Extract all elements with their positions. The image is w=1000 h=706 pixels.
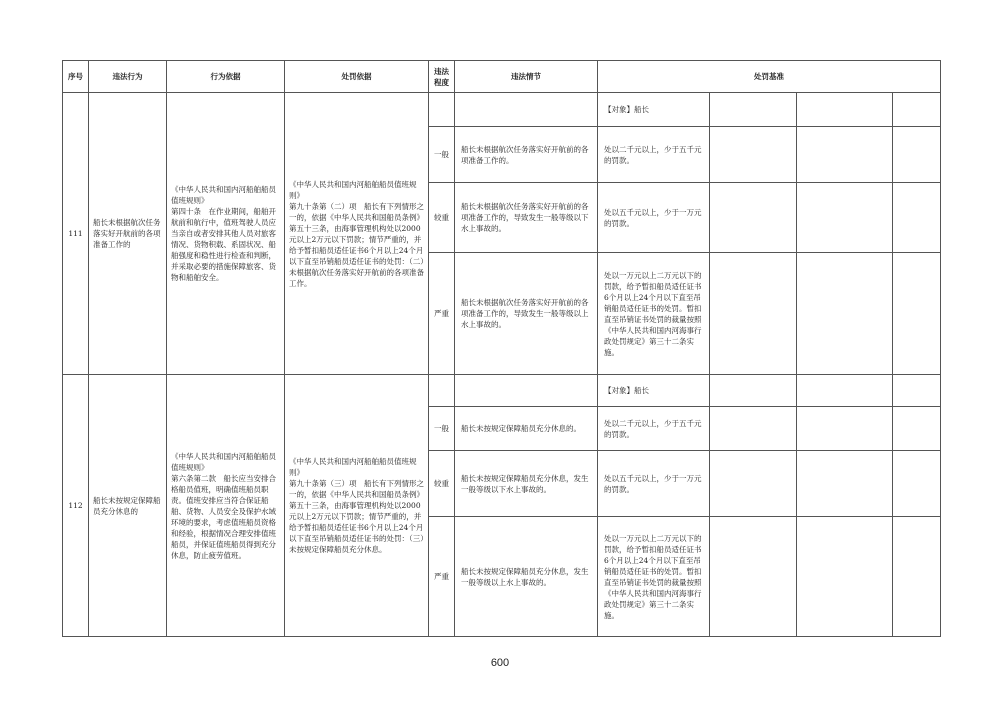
target-label: 【对象】船长: [598, 375, 710, 407]
row-number: 111: [63, 93, 89, 375]
degree-label: 一般: [429, 407, 455, 451]
circumstance-text: 船长未按规定保障船员充分休息的。: [455, 407, 598, 451]
standard-text: 处以一万元以上二万元以下的罚款，给予暂扣船员适任证书6个月以上24个月以下直至吊销船员适任证书的处罚。暂扣直至吊销证书处罚的裁量按照《中华人民共和国内河海事行政处罚规定》第三十二条实施。: [598, 517, 710, 637]
circumstance-text: 船长未按规定保障船员充分休息，发生一般等级以上水上事故的。: [455, 517, 598, 637]
header-act: 违法行为: [89, 61, 167, 93]
degree-label: 一般: [429, 127, 455, 183]
table-row: [63, 375, 941, 407]
standard-text: 处以五千元以上，少于一万元的罚款。: [598, 183, 710, 253]
degree-label: 较重: [429, 451, 455, 517]
violation-act: 船长未根据航次任务落实好开航前的各项准备工作的: [89, 93, 167, 375]
penalty-basis: 《中华人民共和国内河船舶船员值班规则》 第九十条第（三）项 船长有下列情形之一的，依据《中华人民共和国船员条例》第五十三条，由海事管理机构处以2000元以上2万元以下罚款；情节严重的，并给予暂扣船员适任证书6个月以上24个月以下直至吊销船员适任证书的处罚：（三）未按规定保障船员充分休息。: [285, 375, 429, 637]
header-circumstance: 违法情节: [455, 61, 598, 93]
header-standard: 处罚基准: [598, 61, 941, 93]
header-penalty-basis: 处罚依据: [285, 61, 429, 93]
standard-text: 处以五千元以上，少于一万元的罚款。: [598, 451, 710, 517]
standard-text: 处以二千元以上，少于五千元的罚款。: [598, 127, 710, 183]
degree-label: 较重: [429, 183, 455, 253]
header-degree: 违法 程度: [429, 61, 455, 93]
standard-text: 处以二千元以上，少于五千元的罚款。: [598, 407, 710, 451]
target-label: 【对象】船长: [598, 93, 710, 127]
header-no: 序号: [63, 61, 89, 93]
circumstance-text: 船长未根据航次任务落实好开航前的各项准备工作的，导致发生一般等级以下水上事故的。: [455, 183, 598, 253]
page-number: 600: [490, 657, 510, 669]
behavior-basis: 《中华人民共和国内河船舶船员值班规则》 第六条第二款 船长应当安排合格船员值班，明确值班船员职责。值班安排应当符合保证船舶、货物、人员安全及保护水域环境的要求，考虑值班船员资格和经验，根据情况合理安排值班船员，并保证值班船员得到充分休息，防止疲劳值班。: [167, 375, 285, 637]
degree-label: 严重: [429, 253, 455, 375]
violation-act: 船长未按规定保障船员充分休息的: [89, 375, 167, 637]
table-row: [63, 93, 941, 127]
behavior-basis: 《中华人民共和国内河船舶船员值班规则》 第四十条 在作业期间，船舶开航前和航行中，值班驾驶人员应当亲自或者安排其他人员对旅客情况、货物积载、系固状况、船舶强度和稳性进行检查和判断，并采取必要的措施保障旅客、货物和船舶安全。: [167, 93, 285, 375]
penalty-standard-table: [62, 60, 941, 637]
circumstance-text: 船长未根据航次任务落实好开航前的各项准备工作的。: [455, 127, 598, 183]
circumstance-text: 船长未根据航次任务落实好开航前的各项准备工作的，导致发生一般等级以上水上事故的。: [455, 253, 598, 375]
header-basis: 行为依据: [167, 61, 285, 93]
degree-label: 严重: [429, 517, 455, 637]
penalty-basis: 《中华人民共和国内河船舶船员值班规则》 第九十条第（二）项 船长有下列情形之一的，依据《中华人民共和国船员条例》第五十三条，由海事管理机构处以2000元以上2万元以下罚款；情节严重的，并给予暂扣船员适任证书6个月以上24个月以下直至吊销船员适任证书的处罚：（二）未根据航次任务落实好开航前的各项准备工作。: [285, 93, 429, 375]
circumstance-text: 船长未按规定保障船员充分休息，发生一般等级以下水上事故的。: [455, 451, 598, 517]
standard-text: 处以一万元以上二万元以下的罚款，给予暂扣船员适任证书6个月以上24个月以下直至吊销船员适任证书的处罚。暂扣直至吊销证书处罚的裁量按照《中华人民共和国内河海事行政处罚规定》第三十二条实施。: [598, 253, 710, 375]
row-number: 112: [63, 375, 89, 637]
header-row: [63, 61, 941, 93]
